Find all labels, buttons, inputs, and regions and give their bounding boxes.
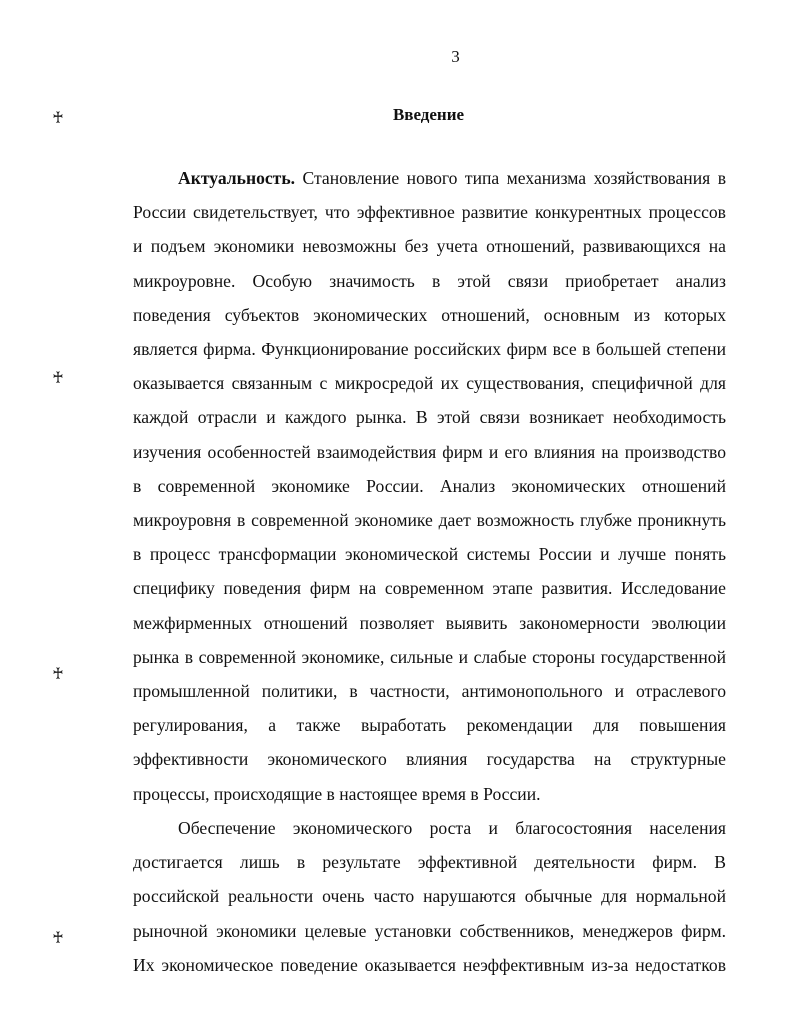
paragraph-line: российской реальности очень часто нарушаются обычные для нормальной — [133, 886, 726, 907]
paragraph-line: эффективности экономического влияния государства на структурные — [133, 749, 726, 770]
paragraph-line: является фирма. Функционирование российских фирм все в большей степени — [133, 339, 726, 360]
margin-mark-2: ♰ — [52, 368, 64, 387]
page-number: 3 — [451, 47, 460, 66]
paragraph-line: изучения особенностей взаимодействия фирм и его влияния на производство — [133, 441, 726, 462]
paragraph-line: Актуальность. Становление нового типа механизма хозяйствования в — [178, 168, 726, 188]
paragraph-line: процессы, происходящие в настоящее время в России. — [133, 783, 541, 804]
paragraph-line: поведения субъектов экономических отношений, основным из которых — [133, 304, 726, 325]
paragraph-line: достигается лишь в результате эффективной деятельности фирм. В — [133, 852, 726, 873]
paragraph-line: в процесс трансформации экономической системы России и лучше понять — [133, 544, 726, 565]
relevance-lead: Актуальность. — [178, 168, 296, 188]
paragraph-line: Обеспечение экономического роста и благосостояния населения — [178, 818, 726, 838]
paragraph-growth — [133, 811, 726, 982]
paragraph-line: и подъем экономики невозможны без учета отношений, развивающихся на — [133, 236, 726, 257]
paragraph-line: Их экономическое поведение оказывается неэффективным из-за недостатков — [133, 954, 726, 975]
margin-mark-1: ♰ — [52, 108, 64, 127]
page-title: Введение — [392, 105, 465, 124]
paragraph-line: микроуровне. Особую значимость в этой связи приобретает анализ — [133, 270, 726, 291]
paragraph-line: промышленной политики, в частности, антимонопольного и отраслевого — [133, 681, 726, 702]
paragraph-line: рыночной экономики целевые установки собственников, менеджеров фирм. — [133, 920, 726, 941]
paragraph-line: межфирменных отношений позволяет выявить закономерности эволюции — [133, 612, 726, 633]
paragraph-relevance — [133, 161, 726, 811]
paragraph-line: специфику поведения фирм на современном этапе развития. Исследование — [133, 578, 726, 599]
paragraph-line: каждой отрасли и каждого рынка. В этой связи возникает необходимость — [133, 407, 726, 428]
paragraph-line: рынка в современной экономике, сильные и слабые стороны государственной — [133, 646, 726, 667]
paragraph-line: регулирования, а также выработать рекомендации для повышения — [133, 715, 726, 736]
paragraph-line: оказывается связанным с микросредой их существования, специфичной для — [133, 373, 726, 394]
paragraph-line: России свидетельствует, что эффективное развитие конкурентных процессов — [133, 202, 726, 223]
paragraph-line: микроуровня в современной экономике дает возможность глубже проникнуть — [133, 510, 726, 531]
margin-mark-4: ♰ — [52, 928, 64, 947]
paragraph-line: в современной экономике России. Анализ экономических отношений — [133, 475, 726, 496]
margin-mark-3: ♰ — [52, 664, 64, 683]
